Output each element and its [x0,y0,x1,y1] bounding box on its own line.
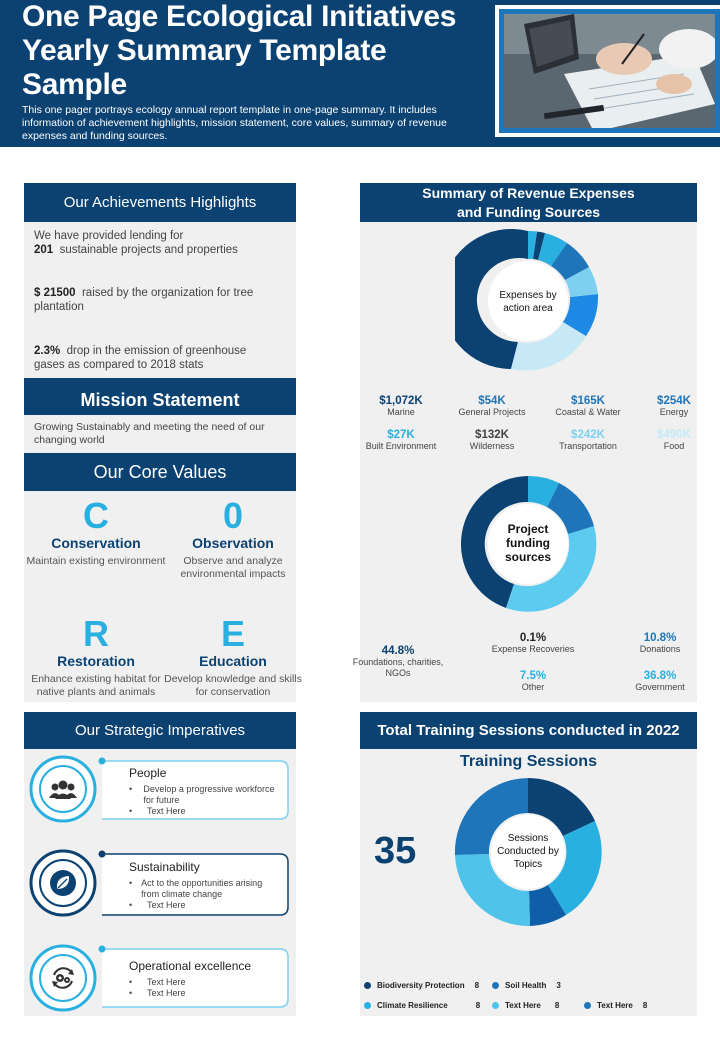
legend-label: Text Here [505,1001,541,1010]
core-values-title: Our Core Values [24,453,296,491]
funding-value: 44.8% [381,645,415,657]
core-value-observation [163,497,303,581]
page-description: This one pager portrays ecology annual report template in one-page summary. It includes information of achievement highlights, mission statement, core values, summary of revenue expenses and funding sources. [22,104,447,142]
training-legend-item [584,1001,647,1010]
core-value-letter: R [83,613,109,654]
funding-value: 10.8% [643,632,677,644]
revenue-value: $27K [387,429,415,441]
funding-label: Expense Recoveries [491,644,575,654]
achievement-1-text: sustainable projects and properties [59,244,238,256]
core-value-letter: E [220,613,245,654]
core-value-conservation [26,497,166,568]
imperative-bullet: Text Here [147,977,186,987]
funding-value: 36.8% [643,670,677,682]
imperative-title: Sustainability [129,860,200,874]
achievement-2-value: $ 21500 [34,287,76,299]
legend-dot [364,1002,371,1009]
revenue-value: $490K [657,429,691,441]
funding-item-foundations [343,645,453,679]
revenue-item-built-environment [356,429,446,451]
funding-donut-center-label: Project funding sources [504,522,552,564]
expenses-donut-center-label: Expenses by action area [499,290,557,314]
training-legend-item [364,1001,480,1010]
training-legend-item [492,981,561,990]
revenue-item-energy [629,395,719,417]
achievements-title: Our Achievements Highlights [24,183,296,222]
achievement-3-value: 2.3% [34,345,61,357]
legend-value: 8 [474,981,480,990]
core-value-desc: Maintain existing environment [26,555,166,567]
core-value-education [163,615,303,699]
header-photo [495,5,720,137]
legend-label: Climate Resilience [377,1001,448,1010]
revenue-value: $254K [657,395,691,407]
achievement-1-value: 201 [34,244,54,256]
gears-cycle-icon [48,963,78,993]
imperatives-title: Our Strategic Imperatives [24,712,296,749]
core-value-letter: 0 [222,495,244,536]
funding-item-government [605,670,715,693]
imperative-bullet: Text Here [147,988,186,998]
revenue-value: $165K [571,395,605,407]
mission-text: Growing Sustainably and meeting the need of our changing world [34,421,265,446]
funding-item-donations [605,632,715,655]
imperative-title: Operational excellence [129,959,252,973]
revenue-value: $132K [475,429,509,441]
legend-dot [492,982,499,989]
achievement-1-intro: We have provided lending for [34,230,184,242]
sustainability-leaf-icon [48,868,78,898]
revenue-label: Coastal & Water [555,407,621,417]
core-value-desc: Observe and analyze environmental impacts [180,555,286,580]
legend-dot [364,982,371,989]
funding-label: Foundations, charities, NGOs [352,657,444,678]
revenue-value: $1,072K [379,395,423,407]
legend-dot [584,1002,591,1009]
legend-value: 8 [642,1001,648,1010]
revenue-label: General Projects [458,407,526,417]
imperative-operational-excellence: Operational excellence • Text Here • Text Here [129,959,279,999]
imperative-bullet: Act to the opportunities arising from climate change [141,878,263,899]
revenue-label: Wilderness [469,441,515,451]
revenue-item-food [629,429,719,451]
revenue-value: $54K [478,395,506,407]
funding-item-other [478,670,588,693]
imperative-bullet: Text Here [147,900,186,910]
core-value-name: Observation [192,535,274,551]
revenue-item-wilderness [447,429,537,451]
revenue-label: Food [663,441,685,451]
core-value-desc: Enhance existing habitat for native plants and animals [31,673,161,698]
revenue-label: Marine [387,407,415,417]
core-value-name: Restoration [57,653,135,669]
core-value-restoration [26,615,166,699]
training-total: 35 [374,830,417,872]
revenue-title [360,183,697,222]
desk-photo-illustration [504,14,715,128]
training-legend-item [492,1001,559,1010]
funding-label: Donations [639,644,681,654]
core-value-name: Education [199,653,267,669]
page-title: One Page Ecological Initiatives Yearly Summary Template Sample [22,0,457,101]
revenue-item-transportation [543,429,633,451]
mission-title: Mission Statement [24,378,296,415]
revenue-item-coastal-water [543,395,633,417]
training-legend-item [364,981,479,990]
achievement-item-3 [34,344,274,372]
legend-label: Biodiversity Protection [377,981,465,990]
revenue-label: Energy [659,407,689,417]
legend-dot [492,1002,499,1009]
achievement-3-text: drop in the emission of greenhouse gases as compared to 2018 stats [34,345,247,371]
training-donut-center-label: Sessions Conducted by Topics [497,833,559,870]
revenue-title-line-1: Summary of Revenue Expenses [422,185,635,201]
revenue-item-general-projects [447,395,537,417]
core-value-desc: Develop knowledge and skills for conservation [164,673,302,698]
imperative-sustainability: Sustainability • Act to the opportunities arising from climate change • Text Here [129,860,279,911]
imperative-bullet: Develop a progressive workforce for future [143,784,275,805]
funding-value: 0.1% [519,632,547,644]
revenue-title-line-2: and Funding Sources [456,204,601,220]
revenue-item-marine [356,395,446,417]
legend-value: 8 [554,1001,560,1010]
funding-item-expense-recoveries [478,632,588,655]
legend-value: 8 [475,1001,481,1010]
revenue-value: $242K [571,429,605,441]
funding-label: Other [521,682,545,692]
achievement-item-1 [34,229,284,257]
legend-label: Text Here [597,1001,633,1010]
imperative-people: People • Develop a progressive workforce for future • Text Here [129,766,279,817]
imperative-title: People [129,766,167,780]
training-subtitle: Training Sessions [460,753,597,770]
people-icon [48,775,78,805]
revenue-label: Built Environment [365,441,437,451]
legend-value: 3 [556,981,561,990]
imperative-bullet: Text Here [147,806,186,816]
revenue-label: Transportation [559,441,617,451]
core-value-letter: C [83,495,109,536]
legend-label: Soil Health [505,981,547,990]
achievement-2-text: raised by the organization for tree plantation [34,287,254,313]
funding-value: 7.5% [519,670,547,682]
training-title: Total Training Sessions conducted in 2022 [360,712,697,749]
funding-label: Government [635,682,685,692]
core-value-name: Conservation [51,535,141,551]
achievement-item-2 [34,286,264,314]
